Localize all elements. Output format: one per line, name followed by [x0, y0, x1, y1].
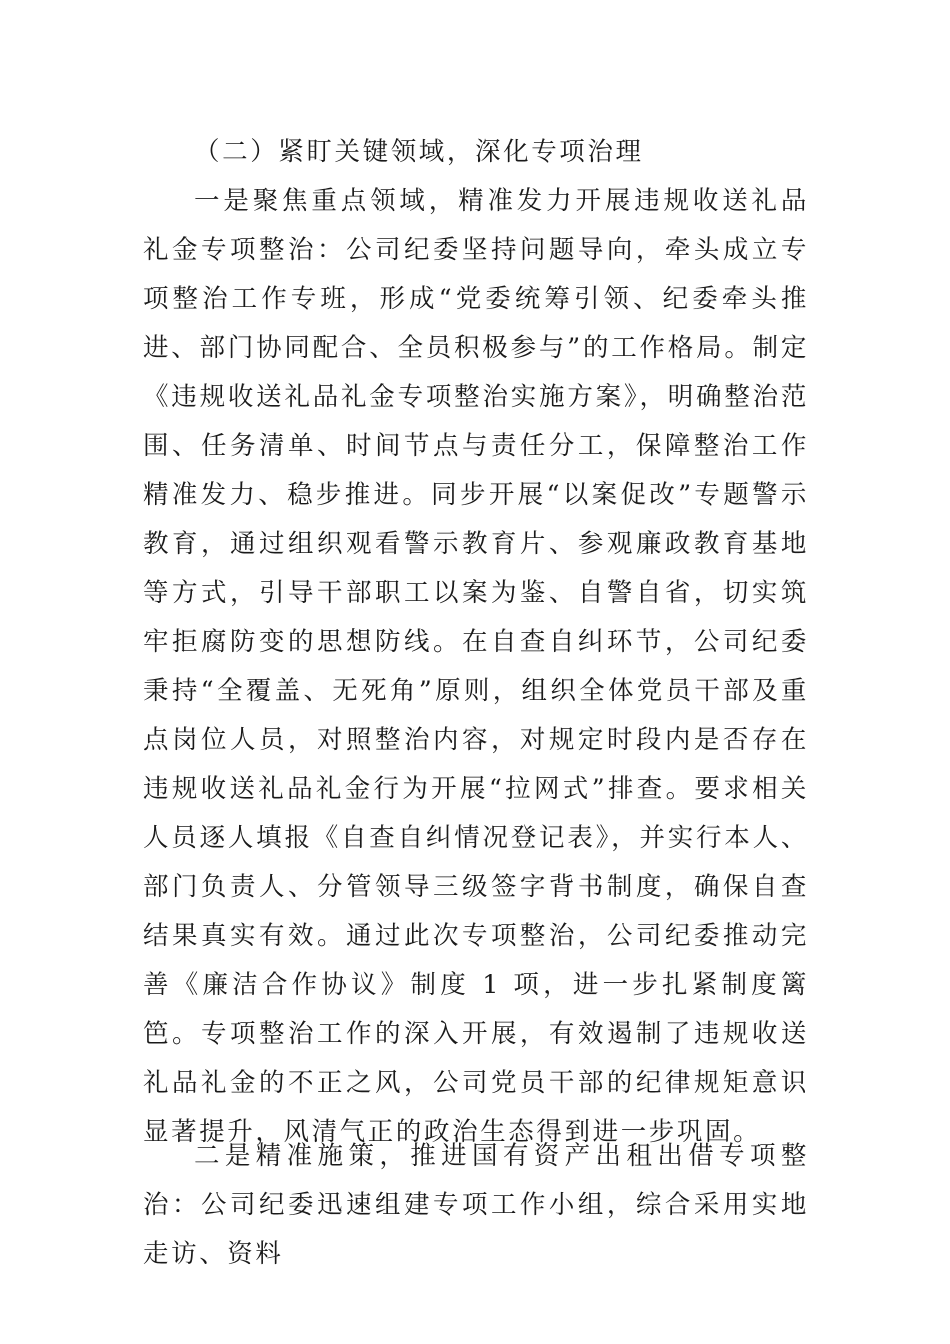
paragraph-gifts-rectification: 一是聚焦重点领域，精准发力开展违规收送礼品礼金专项整治：公司纪委坚持问题导向，牵头成立专项整治工作专班，形成“党委统筹引领、纪委牵头推进、部门协同配合、全员积极参与”的工作格局。制定《违规收送礼品礼金专项整治实施方案》，明确整治范围、任务清单、时间节点与责任分工，保障整治工作精准发力、稳步推进。同步开展“以案促改”专题警示教育，通过组织观看警示教育片、参观廉政教育基地等方式，引导干部职工以案为鉴、自警自省，切实筑牢拒腐防变的思想防线。在自查自纠环节，公司纪委秉持“全覆盖、无死角”原则，组织全体党员干部及重点岗位人员，对照整治内容，对规定时段内是否存在违规收送礼品礼金行为开展“拉网式”排查。要求相关人员逐人填报《自查自纠情况登记表》，并实行本人、部门负责人、分管领导三级签字背书制度，确保自查结果真实有效。通过此次专项整治，公司纪委推动完善《廉洁合作协议》制度 1 项，进一步扎紧制度篱笆。专项整治工作的深入开展，有效遏制了违规收送礼品礼金的不正之风，公司党员干部的纪律规矩意识显著提升，风清气正的政治生态得到进一步巩固。	[143, 186, 809, 1147]
paragraph-state-assets-rectification: 二是精准施策，推进国有资产出租出借专项整治：公司纪委迅速组建专项工作小组，综合采用实地走访、资料	[143, 1141, 809, 1269]
section-heading: （二）紧盯关键领域，深化专项治理	[194, 137, 644, 167]
